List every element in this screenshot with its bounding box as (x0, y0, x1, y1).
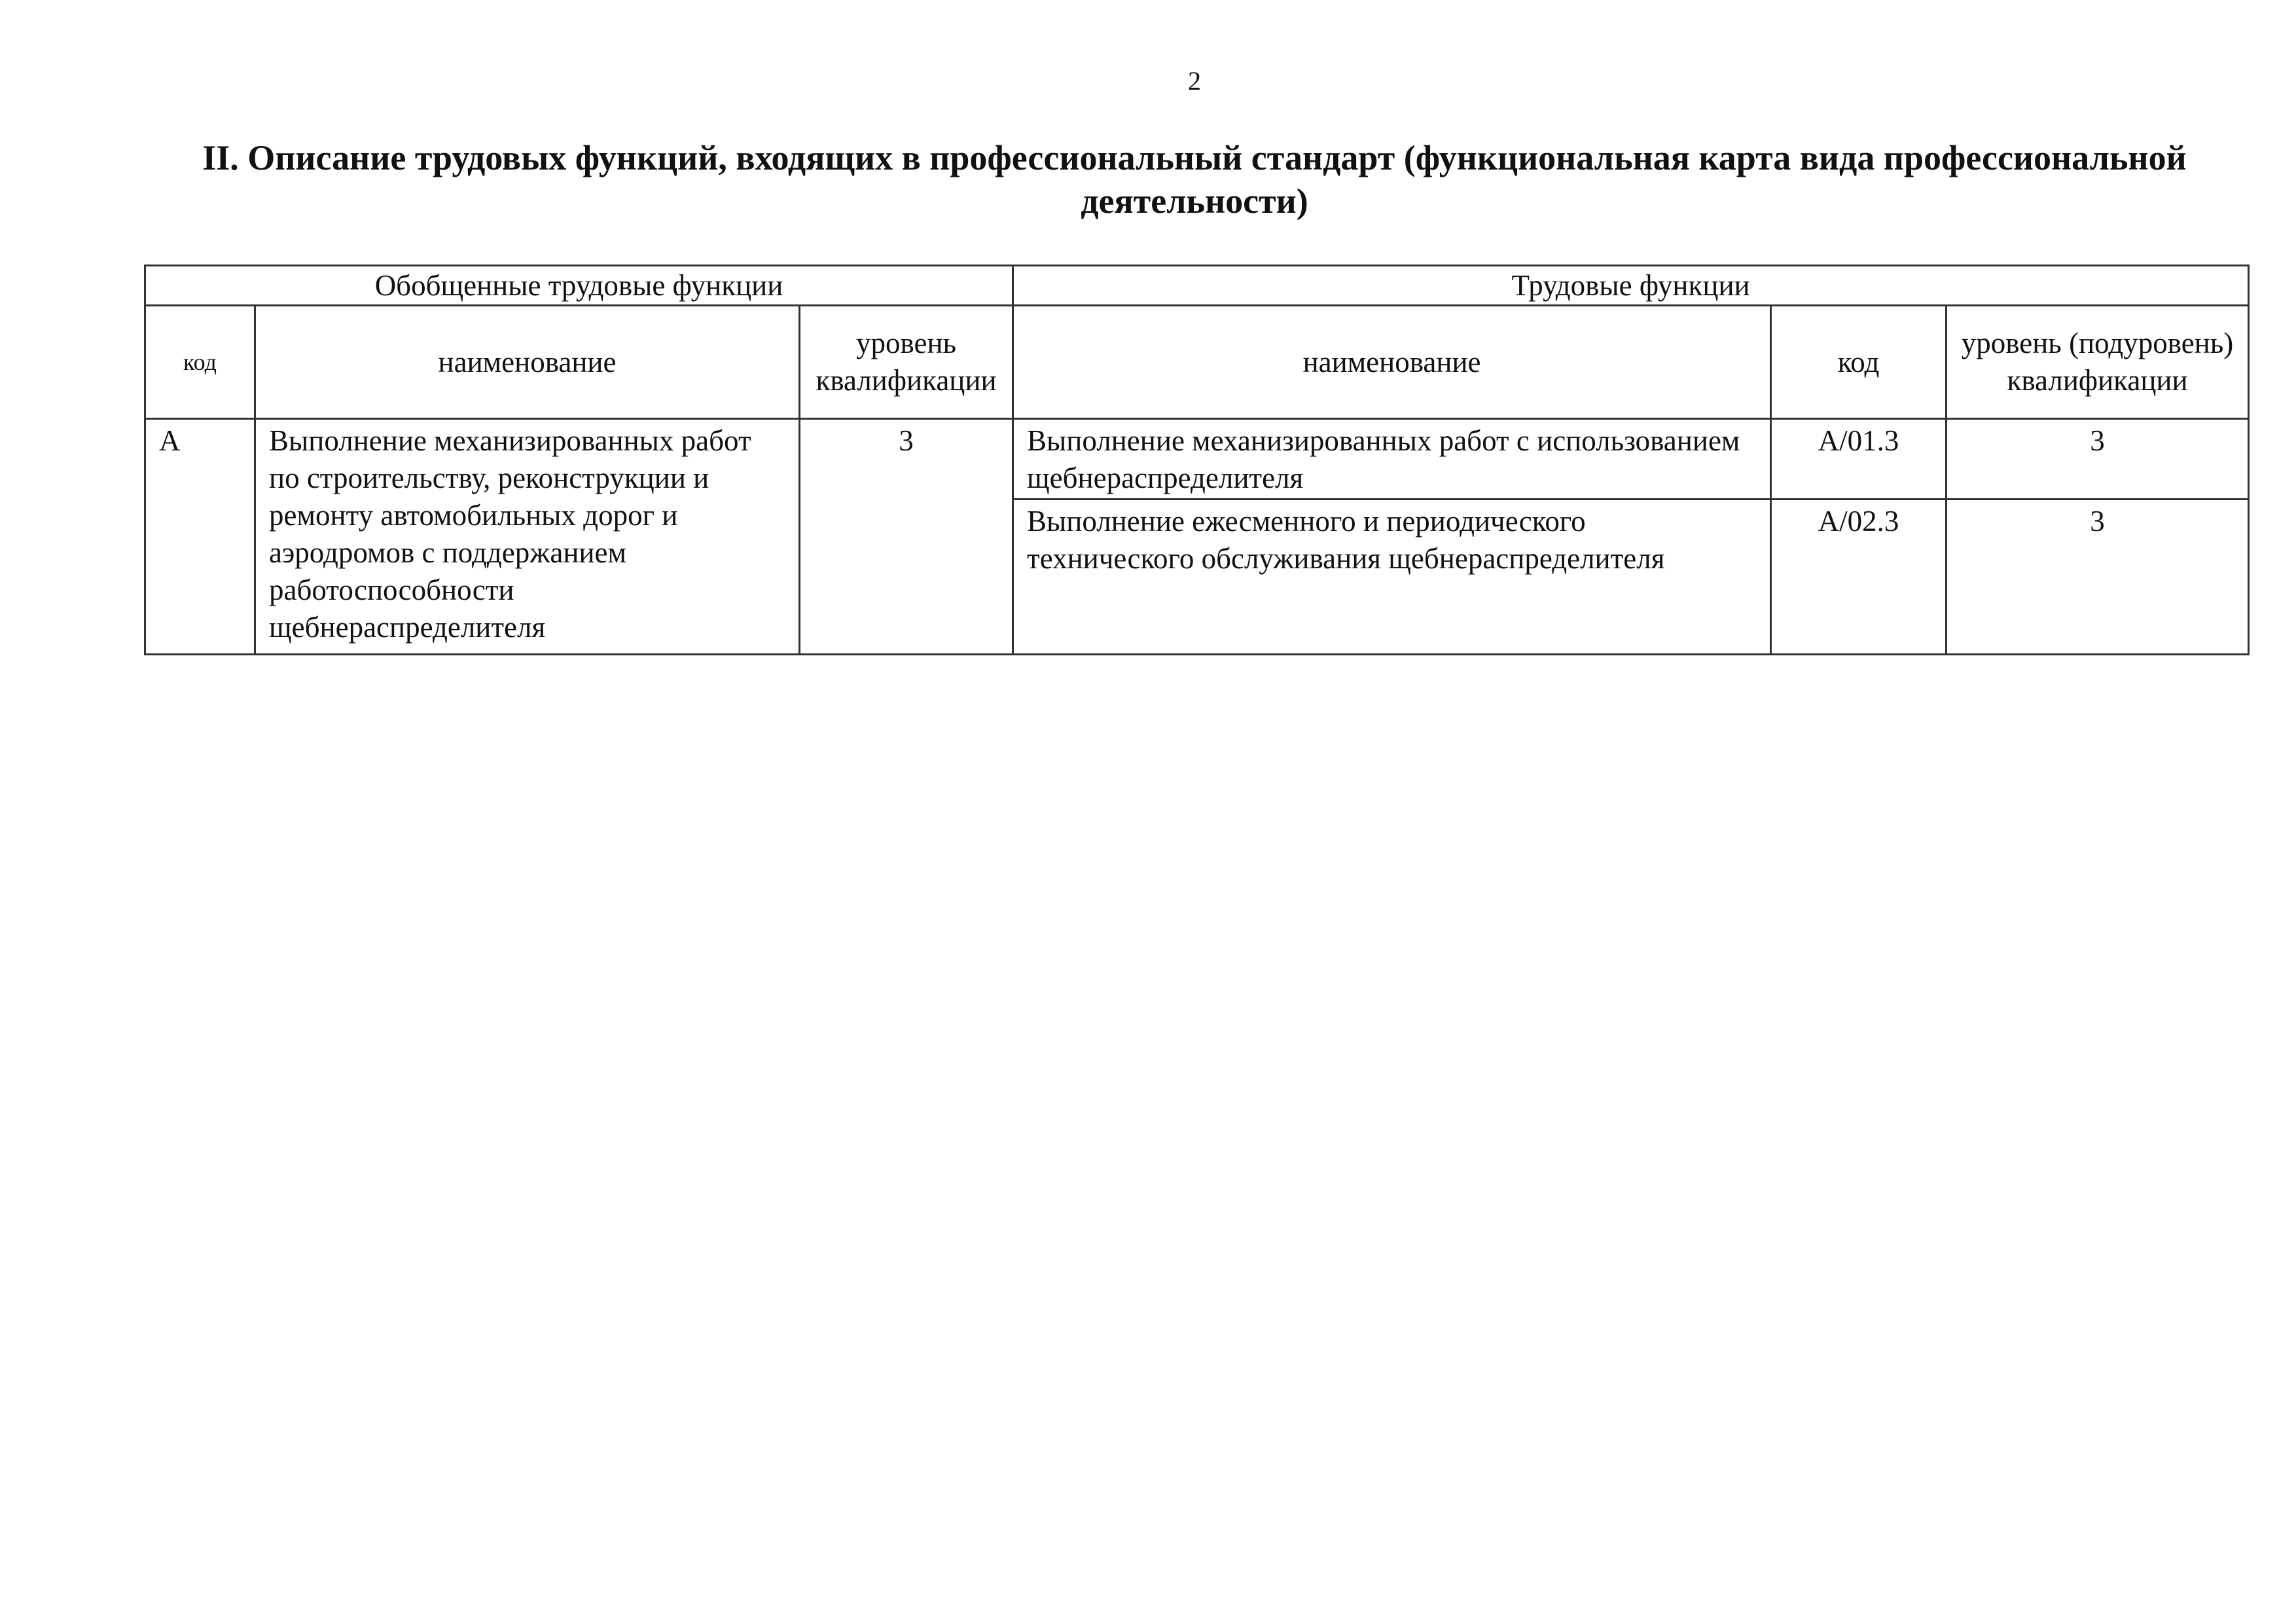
table-row (145, 419, 2249, 500)
tf-level-cell: 3 (1946, 500, 2249, 655)
section-title: II. Описание трудовых функций, входящих в профессиональный стандарт (функциональная карта вида профессиональной деятельности) (202, 138, 2187, 221)
gen-level-header: уровень квалификации (800, 306, 1013, 419)
generalized-functions-header: Обобщенные трудовые функции (145, 266, 1013, 306)
page-number: 2 (1188, 66, 1201, 96)
tf-name-header: наименование (1013, 306, 1771, 419)
gen-name-header: наименование (255, 306, 800, 419)
gen-name-cell: Выполнение механизированных работ по строительству, реконструкции и ремонту автомобильных дорог и аэродромов с поддержанием работоспособности щебнераспределителя (255, 419, 800, 655)
gen-level-cell: 3 (800, 419, 1013, 655)
labor-functions-header: Трудовые функции (1013, 266, 2249, 306)
tf-level-header: уровень (подуровень) квалификации (1946, 306, 2249, 419)
gen-code-cell: А (145, 419, 255, 655)
functional-map-table (144, 264, 2250, 655)
column-header-row (145, 306, 2249, 419)
tf-code-header: код (1771, 306, 1946, 419)
group-header-row (145, 266, 2249, 306)
tf-code-cell: А/01.3 (1771, 419, 1946, 500)
tf-name-cell: Выполнение ежесменного и периодического технического обслуживания щебнераспределителя (1013, 500, 1771, 655)
tf-name-cell: Выполнение механизированных работ с использованием щебнераспределителя (1013, 419, 1771, 500)
gen-code-header: код (145, 306, 255, 419)
tf-level-cell: 3 (1946, 419, 2249, 500)
tf-code-cell: А/02.3 (1771, 500, 1946, 655)
